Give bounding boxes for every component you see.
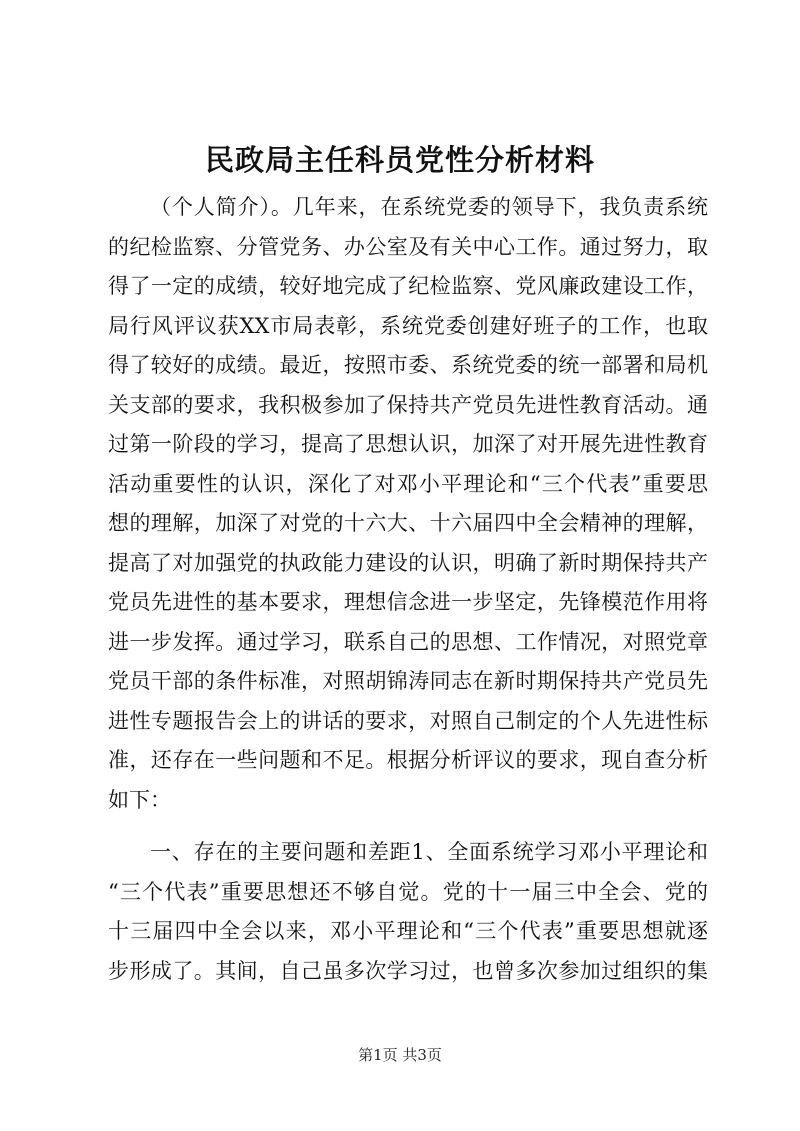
text-line: “三个代表”重要思想还不够自觉。党的十一届三中全会、党的 <box>108 879 708 904</box>
document-title: 民政局主任科员党性分析材料 <box>204 143 595 177</box>
text-line: 进一步发挥。通过学习，联系自己的思想、工作情况，对照党章 <box>108 629 708 654</box>
page-footer: 第1页 共3页 <box>358 1046 442 1064</box>
text-line: 一、存在的主要问题和差距1、全面系统学习邓小平理论和 <box>150 840 708 864</box>
paragraph-1 <box>108 188 708 820</box>
text-line: 提高了对加强党的执政能力建设的认识，明确了新时期保持共产 <box>108 550 708 575</box>
text-line: 准，还存在一些问题和不足。根据分析评议的要求，现自查分析 <box>108 748 708 772</box>
text-line: 进性专题报告会上的讲话的要求，对照自己制定的个人先进性标 <box>108 708 708 733</box>
text-line: 得了较好的成绩。最近，按照市委、系统党委的统一部署和局机 <box>108 353 708 377</box>
text-line: 过第一阶段的学习，提高了思想认识，加深了对开展先进性教育 <box>108 432 708 456</box>
text-line: （个人简介）。几年来，在系统党委的领导下，我负责系统 <box>150 195 708 219</box>
text-line: 局行风评议获XX市局表彰，系统党委创建好班子的工作，也取 <box>108 313 708 338</box>
text-line: 党员干部的条件标准，对照胡锦涛同志在新时期保持共产党员先 <box>108 669 708 693</box>
text-line: 十三届四中全会以来，邓小平理论和“三个代表”重要思想就逐 <box>108 919 708 943</box>
text-line: 想的理解，加深了对党的十六大、十六届四中全会精神的理解， <box>108 511 708 535</box>
text-line: 如下： <box>108 787 171 812</box>
paragraph-2 <box>108 833 708 991</box>
text-line: 得了一定的成绩，较好地完成了纪检监察、党风廉政建设工作， <box>108 274 708 298</box>
text-line: 的纪检监察、分管党务、办公室及有关中心工作。通过努力，取 <box>108 234 708 259</box>
text-line: 活动重要性的认识，深化了对邓小平理论和“三个代表”重要思 <box>108 471 708 496</box>
text-line: 步形成了。其间，自己虽多次学习过，也曾多次参加过组织的集 <box>108 958 708 983</box>
text-line: 关支部的要求，我积极参加了保持共产党员先进性教育活动。通 <box>108 392 708 417</box>
text-line: 党员先进性的基本要求，理想信念进一步坚定，先锋模范作用将 <box>108 590 708 614</box>
